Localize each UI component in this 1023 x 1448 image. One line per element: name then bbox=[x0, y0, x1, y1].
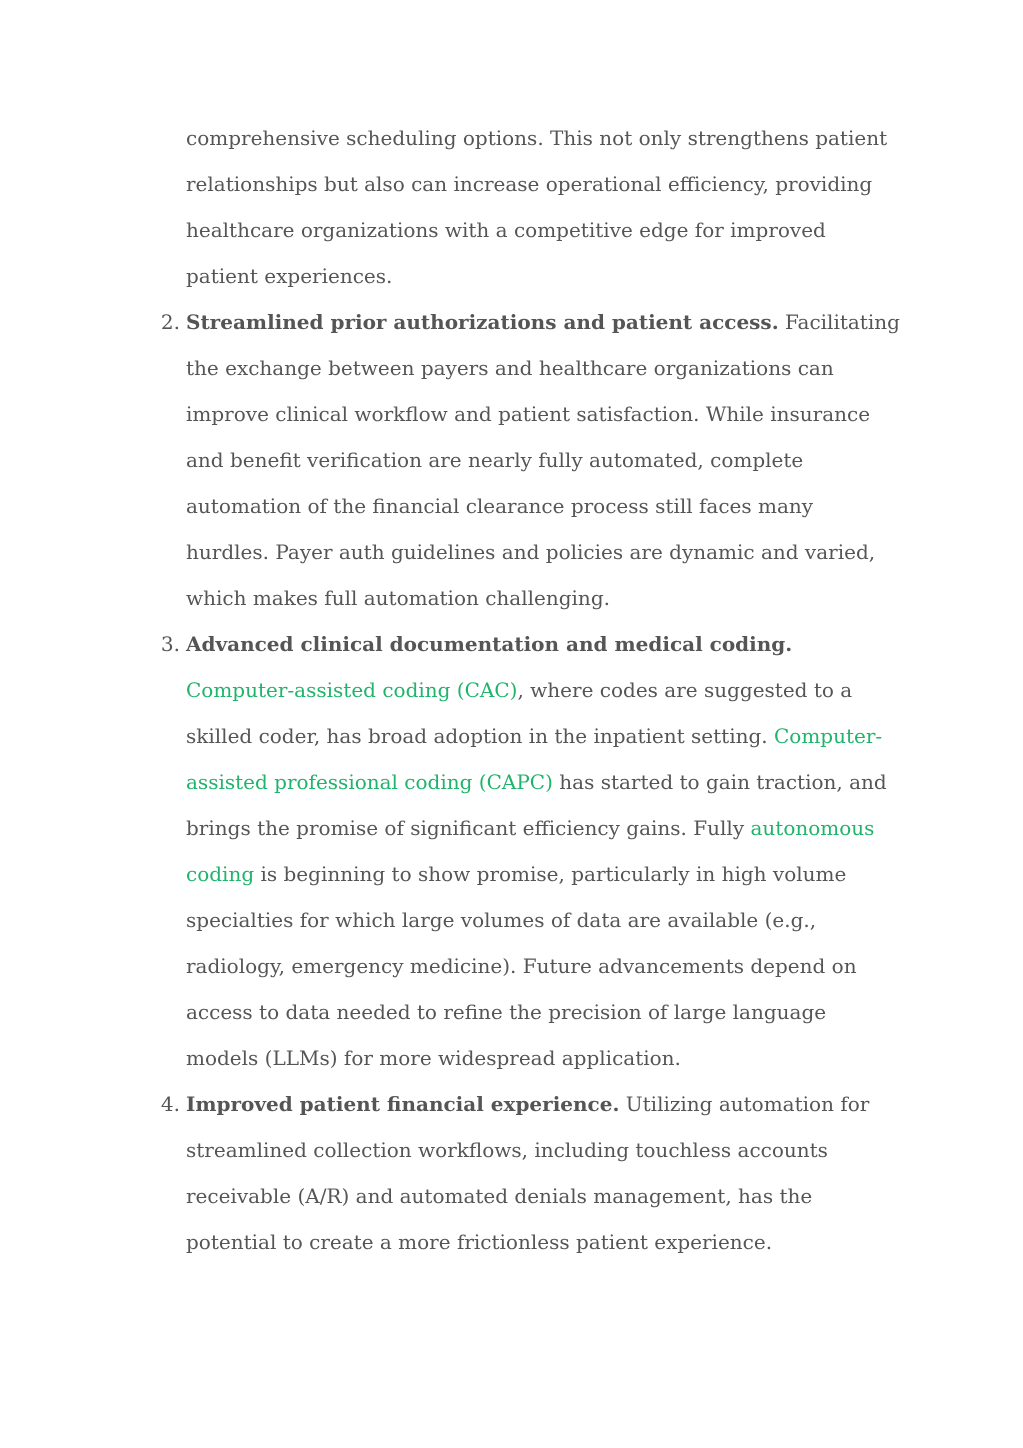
item-body: has started to gain traction, and brings the promise of significant efficiency gains. Fully bbox=[186, 770, 887, 840]
autonomous-coding-link[interactable]: autonomous coding bbox=[186, 816, 875, 886]
list-item-1-continuation bbox=[186, 115, 902, 299]
list-item-4 bbox=[160, 1081, 902, 1265]
list-item-2 bbox=[160, 299, 902, 621]
item-body: , where codes are suggested to a skilled coder, has broad adoption in the inpatient setting. bbox=[186, 678, 853, 748]
item-number: 3. bbox=[160, 632, 180, 656]
item-body: is beginning to show promise, particularly in high volume specialties for which large volumes of data are available (e.g., radiology, emergency medicine). Future advancements depend on access to data needed to refine the precision of large language models (LLMs) for more widespread application. bbox=[186, 862, 857, 1070]
capc-link[interactable]: Computer-assisted professional coding (CAPC) bbox=[186, 724, 883, 794]
numbered-list bbox=[160, 115, 902, 1265]
item-heading: Advanced clinical documentation and medical coding. bbox=[186, 632, 793, 656]
item-number: 2. bbox=[160, 310, 180, 334]
item-heading: Streamlined prior authorizations and patient access. bbox=[186, 310, 779, 334]
item-1-text: comprehensive scheduling options. This not only strengthens patient relationships but also can increase operational efficiency, providing healthcare organizations with a competitive edge for improved patient experiences. bbox=[186, 126, 888, 288]
item-body: Facilitating the exchange between payers and healthcare organizations can improve clinical workflow and patient satisfaction. While insurance and benefit verification are nearly fully automated, complete automation of the financial clearance process still faces many hurdles. Payer auth guidelines and policies are dynamic and varied, which makes full automation challenging. bbox=[186, 310, 900, 610]
item-body: Utilizing automation for streamlined collection workflows, including touchless accounts receivable (A/R) and automated denials management, has the potential to create a more frictionless patient experience. bbox=[186, 1092, 870, 1254]
item-number: 4. bbox=[160, 1092, 180, 1116]
list-item-3 bbox=[160, 621, 902, 1081]
cac-link[interactable]: Computer-assisted coding (CAC) bbox=[186, 678, 518, 702]
item-heading: Improved patient financial experience. bbox=[186, 1092, 620, 1116]
